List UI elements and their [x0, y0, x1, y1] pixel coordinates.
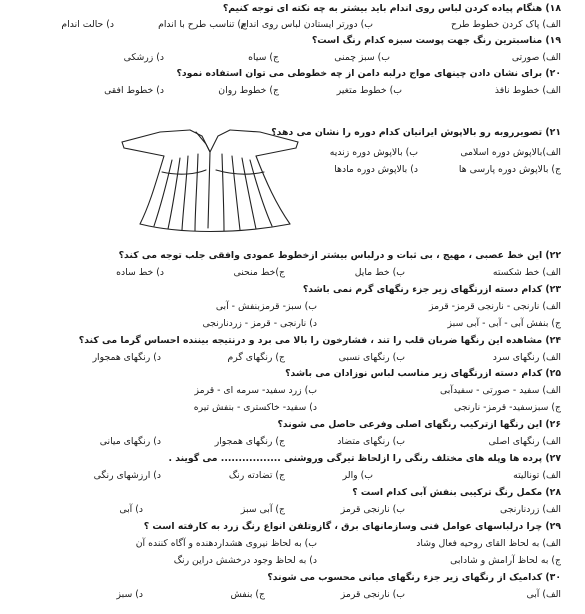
option-d: د) حالت اندام: [61, 19, 114, 30]
option-d: د) بالاپوش دوره مادها: [334, 164, 418, 175]
option-a: الف) خطوط نافذ: [494, 85, 561, 96]
option-d: د) آبی: [119, 504, 143, 515]
option-b: ب) سبز چمنی: [334, 52, 390, 63]
option-c: ج) رنگهای گرم: [227, 352, 285, 363]
question-23: ۲۳) کدام دسته ازرنگهای زیر جزء رنگهای گرم نمی باشد؟: [302, 284, 561, 295]
option-b: ب) زرد سفید- سرمه ای - قرمز: [194, 385, 317, 396]
option-d: د) رنگهای همجوار: [92, 352, 161, 363]
option-b: ب) به لحاظ نیروی هشداردهنده و آگاه کننده آن: [135, 538, 317, 549]
option-b: ب) خطوط متغیر: [336, 85, 402, 96]
option-d: د) سبز: [116, 589, 143, 600]
option-b: ب) رنگهای متضاد: [337, 436, 405, 447]
question-28: ۲۸) مکمل رنگ ترکیبی بنفش آبی کدام است ؟: [352, 487, 561, 498]
option-b: ب) نارنجی قرمز: [340, 589, 405, 600]
option-d: د) خطوط افقی: [104, 85, 164, 96]
option-c: ج) به لحاظ آرامش و شادابی: [450, 555, 561, 566]
overcoat-sketch: [120, 112, 300, 234]
option-c: ج) بالاپوش دوره پارسی ها: [458, 164, 561, 175]
option-c: ج) بنفش آبی - آبی - آبی سبز: [447, 318, 561, 329]
option-b: ب) نارنجی قرمز: [340, 504, 405, 515]
option-c: ج) تناسب طرح با اندام: [158, 19, 247, 30]
option-a: الف) خط شکسته: [492, 267, 561, 278]
question-29: ۲۹) چرا درلباسهای عوامل فنی وسازمانهای برق ، گازوتلفن انواع رنگ زرد به کارفته است ؟: [143, 521, 561, 532]
option-c: ج) تضادته رنگ: [228, 470, 285, 481]
option-a: الف) صورتی: [511, 52, 561, 63]
option-a: الف) سفید - صورتی - سفیدآبی: [440, 385, 561, 396]
option-b: ب) دورتر ایستادن لباس روی اندام: [240, 19, 373, 30]
option-c: ج) خطوط روان: [218, 85, 279, 96]
option-c: ج) سیاه: [248, 52, 279, 63]
option-c: ج) آبی سبز: [240, 504, 285, 515]
option-b: ب) خط مایل: [354, 267, 405, 278]
option-d: د) به لحاظ وجود درخشش دراین رنگ: [173, 555, 317, 566]
option-b: ب) رنگهای نسبی: [338, 352, 405, 363]
question-20: ۲۰) برای نشان دادن چینهای مواج درلبه دامن از چه خطوطی می توان استفاده نمود؟: [176, 68, 561, 79]
option-c: ج) سبزسفید- قرمز- نارنجی: [453, 402, 561, 413]
option-a: الف) آبی: [526, 589, 561, 600]
option-a: الف) به لحاظ القای روحیه فعال وشاد: [416, 538, 561, 549]
option-a: الف)بالاپوش دوره اسلامی: [460, 147, 561, 158]
option-a: الف) نارنجی - نارنجی قرمز- قرمز: [428, 301, 561, 312]
question-27: ۲۷) پرده ها وپله های مختلف رنگی را ازلحاظ تیرگی وروشنی ................. می گویند .: [168, 453, 561, 464]
option-d: د) رنگهای میانی: [99, 436, 161, 447]
question-21: ۲۱) تصویرروبه رو بالاپوش ایرانیان کدام دوره را نشان می دهد؟: [271, 127, 561, 138]
option-a: الف) زردنارنجی: [500, 504, 561, 515]
option-d: د) سفید- خاکستری - بنفش تیره: [193, 402, 317, 413]
question-19: ۱۹) مناسبترین رنگ جهت پوست سبزه کدام رنگ است؟: [311, 35, 561, 46]
option-b: ب) والر: [342, 470, 373, 481]
option-d: د) خط ساده: [116, 267, 164, 278]
question-22: ۲۲) این خط عصبی ، مهیج ، بی ثبات و درلباس بیشتر ازخطوط عمودی وافقی جلب توجه می کند؟: [118, 250, 561, 261]
option-a: الف) رنگهای اصلی: [488, 436, 561, 447]
option-d: د) نارنجی - قرمز - زردنارنجی: [202, 318, 317, 329]
option-a: الف) پاک کردن خطوط طرح: [450, 19, 561, 30]
option-d: د) ارزشهای رنگی: [93, 470, 161, 481]
option-b: ب) سبز- قرمزبنفش - آبی: [215, 301, 317, 312]
question-24: ۲۴) مشاهده این رنگها ضربان قلب را تند ، فشارخون را بالا می برد و درنتیجه بیننده احساس گرما می کند؟: [78, 335, 561, 346]
option-d: د) زرشکی: [123, 52, 164, 63]
option-c: ج) بنفش: [230, 589, 265, 600]
question-30: ۳۰) کدامیک از رنگهای زیر جزء رنگهای میانی محسوب می شوند؟: [267, 572, 561, 583]
option-c: ج) رنگهای همجوار: [214, 436, 285, 447]
option-c: ج)خط منحنی: [233, 267, 285, 278]
option-b: ب) بالاپوش دوره زندیه: [329, 147, 418, 158]
option-a: الف) تونالیته: [513, 470, 561, 481]
question-26: ۲۶) این رنگها ازترکیب رنگهای اصلی وفرعی حاصل می شوند؟: [277, 419, 561, 430]
question-18: ۱۸) هنگام پیاده کردن لباس روی اندام باید بیشتر به چه نکته ای توجه کنیم؟: [222, 3, 561, 14]
option-a: الف) رنگهای سرد: [492, 352, 561, 363]
question-25: ۲۵) کدام دسته ازرنگهای زیر مناسب لباس نوزادان می باشد؟: [285, 368, 561, 379]
